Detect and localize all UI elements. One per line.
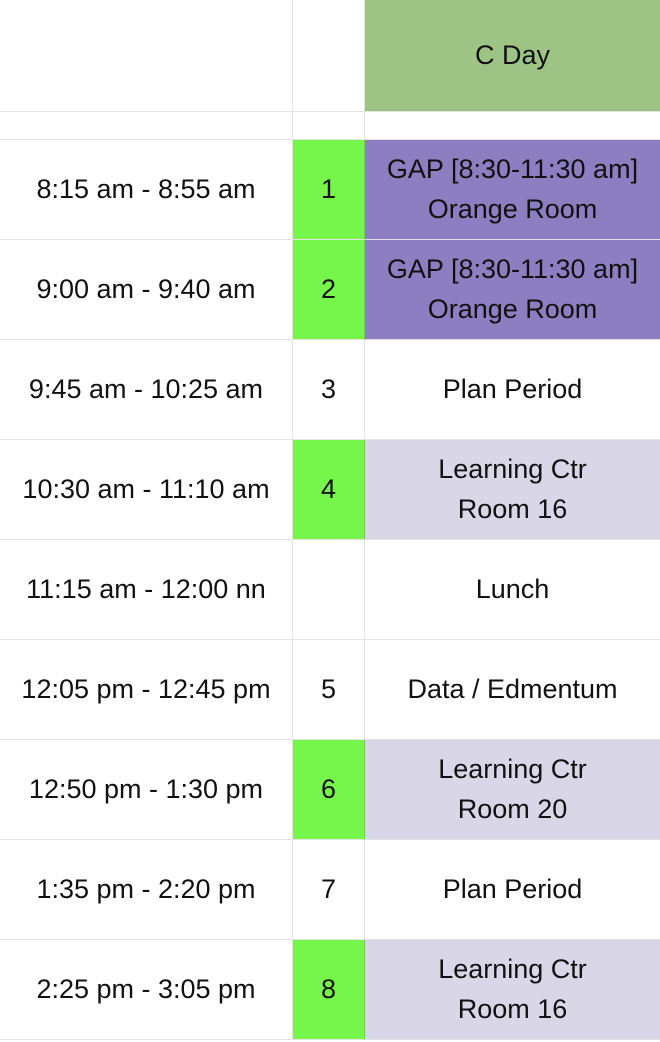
time-text: 9:00 am - 9:40 am [36,273,256,304]
schedule-row [0,740,660,840]
spacer-time-cell [0,112,293,140]
schedule-row [0,440,660,540]
activity-line1: Learning Ctr [438,754,587,785]
time-text: 1:35 pm - 2:20 pm [36,873,256,904]
period-cell [293,640,365,740]
schedule-row [0,640,660,740]
day-label: C Day [474,39,550,70]
time-cell [0,340,293,440]
schedule-row [0,840,660,940]
period-cell [293,340,365,440]
period-cell [293,240,365,340]
activity-cell [365,440,660,540]
time-cell [0,240,293,340]
period-cell [293,740,365,840]
activity-cell [365,240,660,340]
period-cell [293,440,365,540]
period-cell [293,940,365,1040]
activity-line2: Orange Room [427,293,598,324]
time-cell [0,840,293,940]
header-period-cell [293,0,365,112]
spacer-activity-cell [365,112,660,140]
period-number: 4 [320,473,337,504]
time-cell [0,940,293,1040]
activity-line1: GAP [8:30-11:30 am] [386,254,639,285]
time-text: 8:15 am - 8:55 am [36,173,256,204]
activity-line1: Learning Ctr [438,454,587,485]
activity-line1: Plan Period [442,373,583,404]
activity-line1: Lunch [475,573,550,604]
period-number: 2 [320,273,337,304]
spacer-row [0,112,660,140]
time-text: 12:50 pm - 1:30 pm [28,773,264,804]
schedule-row [0,140,660,240]
time-text: 2:25 pm - 3:05 pm [36,973,256,1004]
schedule-row [0,940,660,1040]
activity-cell [365,640,660,740]
schedule-row [0,540,660,640]
schedule-row [0,240,660,340]
time-cell [0,440,293,540]
time-cell [0,740,293,840]
activity-cell [365,740,660,840]
time-cell [0,140,293,240]
period-cell [293,840,365,940]
period-number: 1 [320,173,337,204]
period-number: 6 [320,773,337,804]
period-number: 8 [320,973,337,1004]
activity-line1: GAP [8:30-11:30 am] [386,154,639,185]
time-text: 10:30 am - 11:10 am [22,473,270,504]
time-text: 11:15 am - 12:00 nn [26,573,266,604]
activity-line1: Data / Edmentum [407,673,618,704]
period-cell [293,540,365,640]
activity-line1: Learning Ctr [438,954,587,985]
time-cell [0,540,293,640]
activity-line2: Room 16 [457,993,568,1024]
activity-line2: Room 20 [457,793,568,824]
period-number: 3 [320,373,337,404]
activity-cell [365,140,660,240]
spacer-period-cell [293,112,365,140]
period-cell [293,140,365,240]
time-text: 12:05 pm - 12:45 pm [21,673,271,704]
activity-cell [365,840,660,940]
activity-line2: Room 16 [457,493,568,524]
activity-line2: Orange Room [427,193,598,224]
activity-cell [365,940,660,1040]
time-cell [0,640,293,740]
period-number: 7 [320,873,337,904]
period-number: 5 [320,673,337,704]
day-header [365,0,660,112]
header-time-cell [0,0,293,112]
time-text: 9:45 am - 10:25 am [28,373,264,404]
activity-cell [365,340,660,440]
activity-cell [365,540,660,640]
activity-line1: Plan Period [442,873,583,904]
schedule-row [0,340,660,440]
header-row [0,0,660,112]
